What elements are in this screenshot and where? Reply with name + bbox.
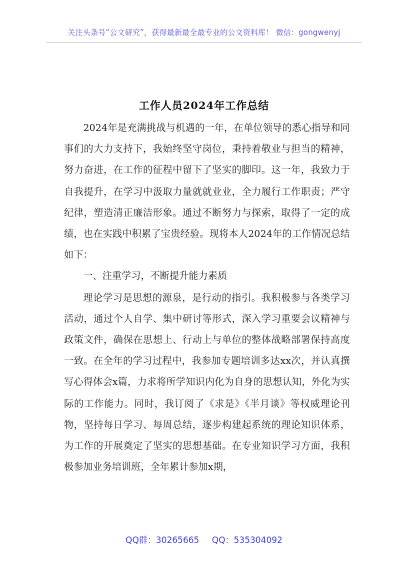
intro-paragraph: 2024年是充满挑战与机遇的一年，在单位领导的悉心指导和同事们的大力支持下，我始终坚守岗位，秉持着敬业与担当的精神，努力奋进，在工作的征程中留下了坚实的脚印。这一年，我致力于自我提升，在学习中汲取力量就就业业，全力履行工作职责；严守纪律，塑造清正廉洁形象。通过不断努力与探索，取得了一定的成绩，也在实践中积累了宝贵经验。现将本人2024年的工作情况总结如下： xyxy=(64,123,350,262)
header-divider xyxy=(46,42,362,43)
footer-contact xyxy=(0,534,408,546)
document-title: 工作人员2024年工作总结 xyxy=(138,100,270,112)
qq-group-number: QQ群：30265665 xyxy=(125,536,200,546)
body-paragraph: 理论学习是思想的源泉，是行动的指引。我积极参与各类学习活动，通过个人自学、集中研讨等形式，深入学习重要会议精神与政策文件，确保在思想上、行动上与单位的整体战略部署保持高度一致。在全年的学习过程中，我参加专题培训多达xx次，并认真撰写心得体会x篇，力求将所学知识内化为自身的思想认知，外化为实际的工作能力。同时，我订阅了《求是》《半月谈》等权威理论刊物，坚持每日学习、每周总结，逐步构建起系统的理论知识体系，为工作的开展奠定了坚实的思想基础。在专业知识学习方面，我积极参加业务培训班，全年累计参加x期， xyxy=(64,292,350,474)
section-heading: 一、注重学习，不断提升能力素质 xyxy=(83,271,228,283)
document-body xyxy=(64,118,350,478)
qq-number: QQ：535304092 xyxy=(211,536,283,546)
header-banner: 关注头条号“公文研究”，获得最新最全最专业的公文资料库！ 微信：gongwenyj xyxy=(67,28,341,37)
